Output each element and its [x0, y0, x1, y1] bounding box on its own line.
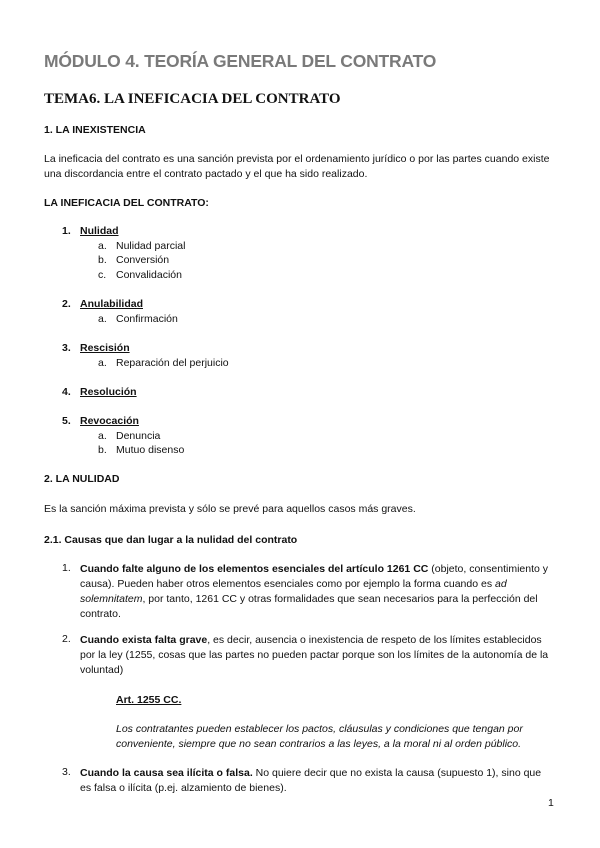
section-1-heading: 1. LA INEXISTENCIA	[44, 124, 146, 136]
page-number: 1	[548, 797, 554, 809]
list-number: 5.	[62, 415, 71, 427]
sub-letter: a.	[98, 240, 107, 252]
section-1-paragraph: La ineficacia del contrato es una sanción prevista por el ordenamiento jurídico o por las partes cuando existe una discordancia entre el contrato pactado y el que ha sido realizado.	[44, 153, 550, 180]
cause-2-text	[80, 633, 555, 678]
article-title-text: Art. 1255 CC	[116, 694, 179, 706]
sub-letter: c.	[98, 269, 107, 281]
article-quote: Los contratantes pueden establecer los pactos, cláusulas y condiciones que tengan por conveniente, siempre que no sean contrarios a las leyes, a la moral ni al orden público.	[116, 723, 523, 750]
section-2-heading: 2. LA NULIDAD	[44, 473, 120, 485]
sub-item: Convalidación	[116, 269, 182, 281]
sub-letter: b.	[98, 444, 107, 456]
list-number: 4.	[62, 386, 71, 398]
sub-item: Denuncia	[116, 430, 161, 442]
list-number: 2.	[62, 298, 71, 310]
sub-letter: a.	[98, 313, 107, 325]
cause-2-text-part: , es decir, ausencia o inexistencia de respeto de los límites establecidos por la ley (1255, cosas que las partes no pueden pactar porque son los límites de la autonomía de la voluntad)	[80, 634, 549, 676]
cause-number: 3.	[62, 766, 71, 778]
cause-3-text-part: No quiere decir que no exista la causa (supuesto 1), sino que es falsa o ilícita (p.ej. alzamiento de bienes).	[80, 767, 542, 794]
cause-1-text-part: (objeto, consentimiento y causa). Pueden haber otros elementos esenciales como por ejemplo la forma cuando es	[80, 563, 549, 590]
sub-item: Mutuo disenso	[116, 444, 185, 456]
article-title	[116, 694, 181, 706]
tema-title: TEMA6. LA INEFICACIA DEL CONTRATO	[44, 91, 341, 107]
section-2-1-heading: 2.1. Causas que dan lugar a la nulidad del contrato	[44, 534, 298, 546]
cause-1-text-part: , por tanto, 1261 CC y otras formalidades que sean necesarios para la perfección del contrato.	[80, 593, 538, 620]
cause-1-bold: Cuando falte alguno de los elementos esenciales del artículo 1261 CC	[80, 563, 429, 575]
list-item-rescision: Rescisión	[80, 342, 130, 354]
cause-number: 2.	[62, 633, 71, 645]
ineficacia-heading: LA INEFICACIA DEL CONTRATO:	[44, 197, 209, 209]
list-number: 1.	[62, 225, 71, 237]
list-item-anulabilidad: Anulabilidad	[80, 298, 143, 310]
list-number: 3.	[62, 342, 71, 354]
cause-1-italic: ad solemnitatem	[80, 578, 507, 605]
sub-item: Confirmación	[116, 313, 178, 325]
list-item-revocacion: Revocación	[80, 415, 139, 427]
cause-3-text	[80, 766, 555, 796]
sub-letter: a.	[98, 430, 107, 442]
sub-item: Conversión	[116, 254, 170, 266]
list-item-nulidad: Nulidad	[80, 225, 119, 237]
sub-item: Nulidad parcial	[116, 240, 186, 252]
cause-1-text	[80, 562, 555, 622]
sub-letter: a.	[98, 357, 107, 369]
section-2-paragraph: Es la sanción máxima prevista y sólo se prevé para aquellos casos más graves.	[44, 503, 416, 515]
list-item-resolucion: Resolución	[80, 386, 137, 398]
cause-number: 1.	[62, 562, 71, 574]
article-title-period: .	[178, 694, 182, 706]
sub-letter: b.	[98, 254, 107, 266]
cause-2-bold: Cuando exista falta grave	[80, 634, 208, 646]
module-title: MÓDULO 4. TEORÍA GENERAL DEL CONTRATO	[44, 51, 437, 71]
cause-3-bold: Cuando la causa sea ilícita o falsa.	[80, 767, 253, 779]
sub-item: Reparación del perjuicio	[116, 357, 229, 369]
